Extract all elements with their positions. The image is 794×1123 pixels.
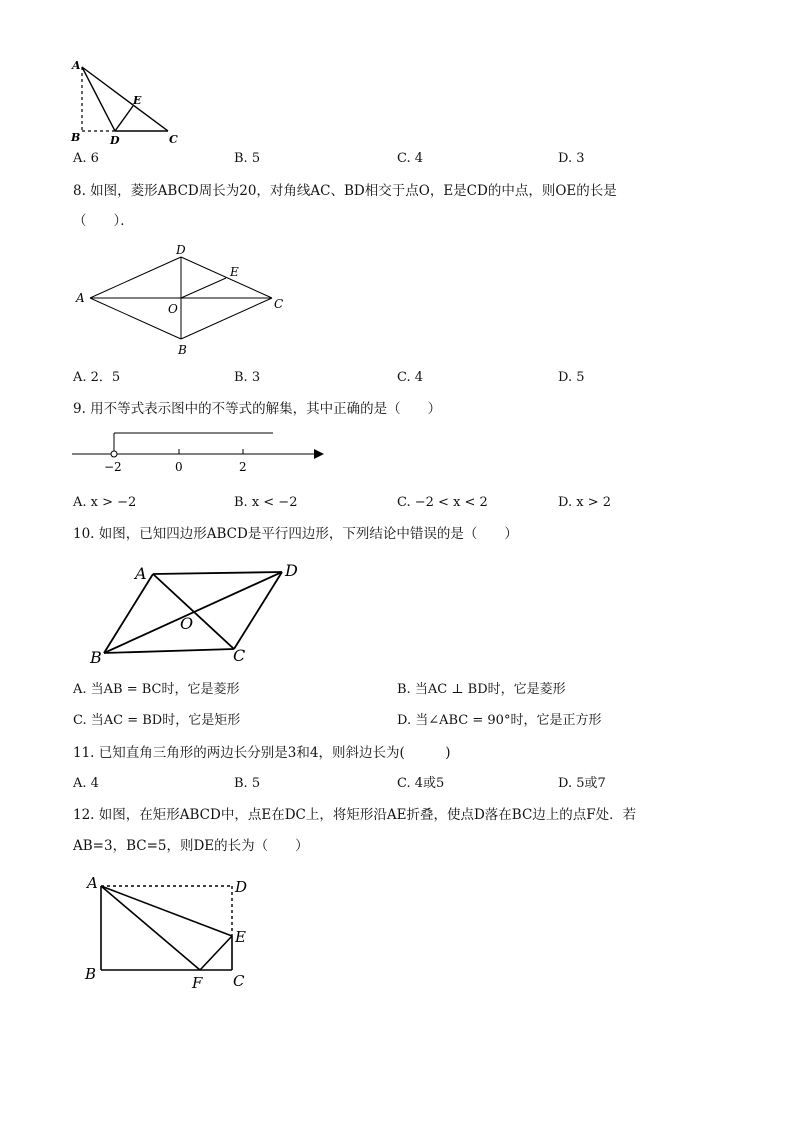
q12-label-c: C <box>233 972 245 990</box>
q12-label-f: F <box>192 974 203 992</box>
q8-stem-line1: 8. 如图，菱形ABCD周长为20，对角线AC、BD相交于点O，E是CD的中点，则OE的长是 <box>73 183 617 199</box>
q12-label-e: E <box>235 928 246 946</box>
q10-stem: 10. 如图，已知四边形ABCD是平行四边形，下列结论中错误的是（ ） <box>73 526 518 542</box>
q7-option-d[interactable]: D. 3 <box>558 151 585 166</box>
q10-option-b[interactable]: B. 当AC ⊥ BD时，它是菱形 <box>397 682 566 697</box>
q8-option-b[interactable]: B. 3 <box>234 370 261 385</box>
q10-option-c[interactable]: C. 当AC = BD时，它是矩形 <box>73 713 241 728</box>
q9-option-d[interactable]: D. x > 2 <box>558 495 611 510</box>
q10-option-a[interactable]: A. 当AB = BC时，它是菱形 <box>73 682 240 697</box>
q7-label-b: B <box>71 131 81 144</box>
q9-open-point <box>111 451 117 457</box>
q9-stem: 9. 用不等式表示图中的不等式的解集，其中正确的是（ ） <box>73 401 442 417</box>
q12-label-b: B <box>85 965 97 983</box>
q7-label-e: E <box>133 94 142 107</box>
q10-label-d: D <box>285 561 298 580</box>
q12-stem-line2: AB=3，BC=5，则DE的长为（ ） <box>73 838 309 854</box>
q7-figure <box>60 55 190 145</box>
q7-option-c[interactable]: C. 4 <box>397 151 424 166</box>
q8-option-c[interactable]: C. 4 <box>397 370 424 385</box>
q7-label-a: A <box>72 59 81 72</box>
q8-option-d[interactable]: D. 5 <box>558 370 585 385</box>
q8-label-c: C <box>274 297 284 311</box>
q10-parallelogram-figure <box>85 557 345 672</box>
q7-label-d: D <box>110 134 120 147</box>
q9-number-line <box>70 428 340 478</box>
q7-label-c: C <box>169 133 178 146</box>
q10-label-a: A <box>135 564 147 583</box>
q11-option-b[interactable]: B. 5 <box>234 776 261 791</box>
q11-option-c[interactable]: C. 4或5 <box>397 776 445 791</box>
q7-option-b[interactable]: B. 5 <box>234 151 261 166</box>
q8-stem-line2: （ ）． <box>73 213 134 229</box>
q8-option-a[interactable]: A. 2．5 <box>73 370 121 385</box>
q8-label-a: A <box>76 291 85 305</box>
q10-label-o: O <box>180 614 194 633</box>
q9-option-c[interactable]: C. −2 < x < 2 <box>397 495 488 510</box>
q12-label-a: A <box>87 874 98 892</box>
q8-label-d: D <box>176 243 186 257</box>
q10-label-c: C <box>233 646 246 665</box>
q9-tick-2: 2 <box>239 460 247 474</box>
q12-rectangle-figure <box>80 870 280 1000</box>
q7-option-a[interactable]: A. 6 <box>73 151 99 166</box>
q11-stem: 11. 已知直角三角形的两边长分别是3和4，则斜边长为( ) <box>73 745 451 761</box>
q9-tick-neg2: −2 <box>104 460 122 474</box>
q11-option-d[interactable]: D. 5或7 <box>558 776 606 791</box>
q10-label-b: B <box>90 648 102 667</box>
q9-tick-0: 0 <box>175 460 183 474</box>
q8-label-e: E <box>230 265 239 279</box>
q8-label-b: B <box>178 343 187 357</box>
q9-option-b[interactable]: B. x < −2 <box>234 495 298 510</box>
q9-option-a[interactable]: A. x > −2 <box>73 495 137 510</box>
q12-label-d: D <box>235 878 248 896</box>
q10-option-d[interactable]: D. 当∠ABC = 90°时，它是正方形 <box>397 713 602 728</box>
q12-stem-line1: 12. 如图，在矩形ABCD中，点E在DC上，将矩形沿AE折叠，使点D落在BC边上的点F处．若 <box>73 807 637 823</box>
q8-label-o: O <box>168 302 178 316</box>
q8-rhombus-figure <box>70 240 310 360</box>
q11-option-a[interactable]: A. 4 <box>73 776 99 791</box>
